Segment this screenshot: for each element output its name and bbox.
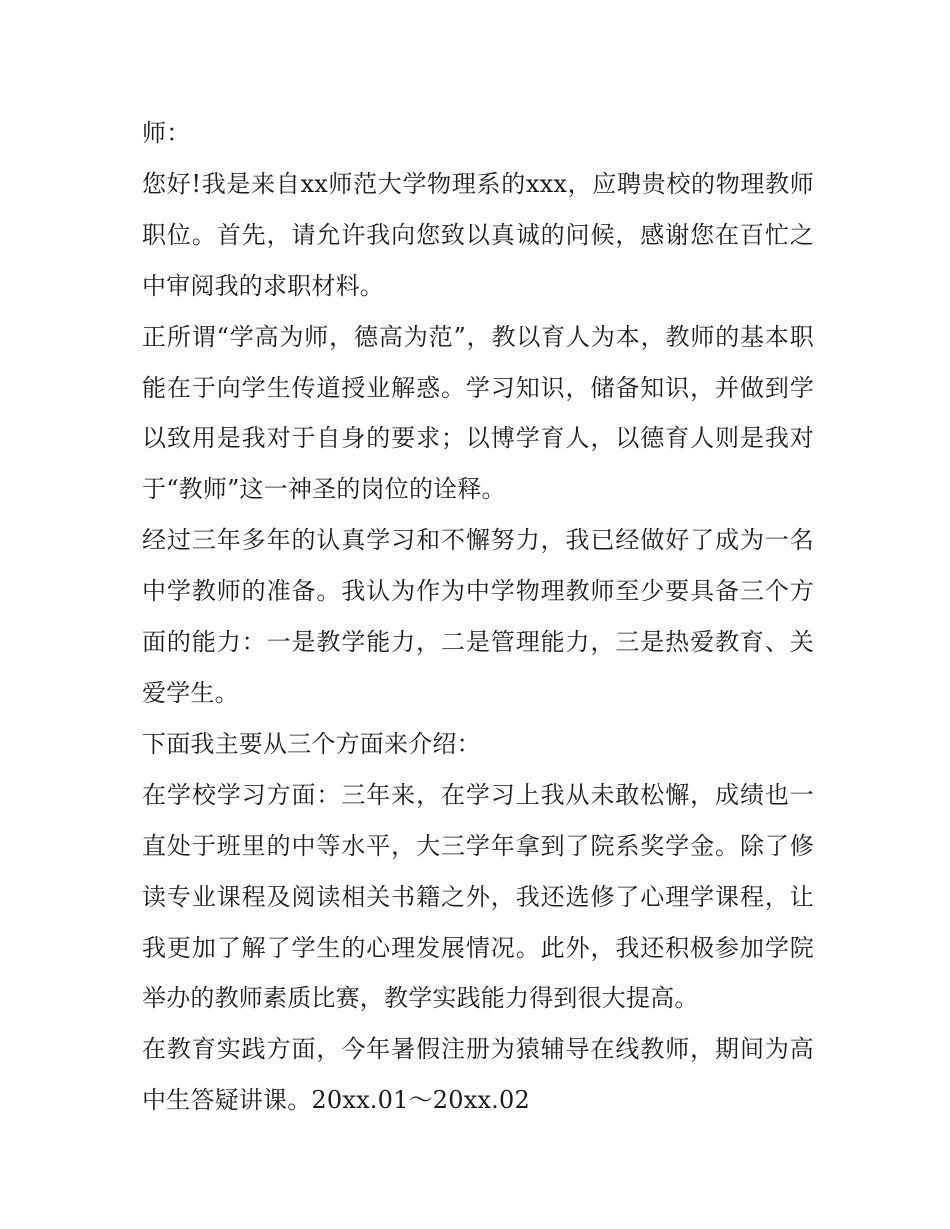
paragraph-greeting: 您好!我是来自xx师范大学物理系的xxx，应聘贵校的物理教师职位。首先，请允许我向您致以真诚的问候，感谢您在百忙之中审阅我的求职材料。 <box>142 169 814 300</box>
paragraph-study: 在学校学习方面：三年来，在学习上我从未敢松懈，成绩也一直处于班里的中等水平，大三学年拿到了院系奖学金。除了修读专业课程及阅读相关书籍之外，我还选修了心理学课程，让我更加了解了学生的心理发展情况。此外，我还积极参加学院举办的教师素质比赛，教学实践能力得到很大提高。 <box>142 780 814 1013</box>
paragraph-practice: 在教育实践方面，今年暑假注册为猿辅导在线教师，期间为高中生答疑讲课。20xx.01～20xx.02 <box>142 1035 814 1115</box>
paragraph-intro: 下面我主要从三个方面来介绍： <box>142 729 481 758</box>
paragraph-preparation: 经过三年多年的认真学习和不懈努力，我已经做好了成为一名中学教师的准备。我认为作为中学物理教师至少要具备三个方面的能力：一是教学能力，二是管理能力，三是热爱教育、关爱学生。 <box>142 526 814 707</box>
paragraph-teaching-philosophy: 正所谓“学高为师，德高为范”，教以育人为本，教师的基本职能在于向学生传道授业解惑。学习知识，储备知识，并做到学以致用是我对于自身的要求；以博学育人，以德育人则是我对于“教师”这一神圣的岗位的诠释。 <box>142 322 814 504</box>
salutation: 师： <box>142 119 191 147</box>
letter-body <box>142 108 814 1126</box>
